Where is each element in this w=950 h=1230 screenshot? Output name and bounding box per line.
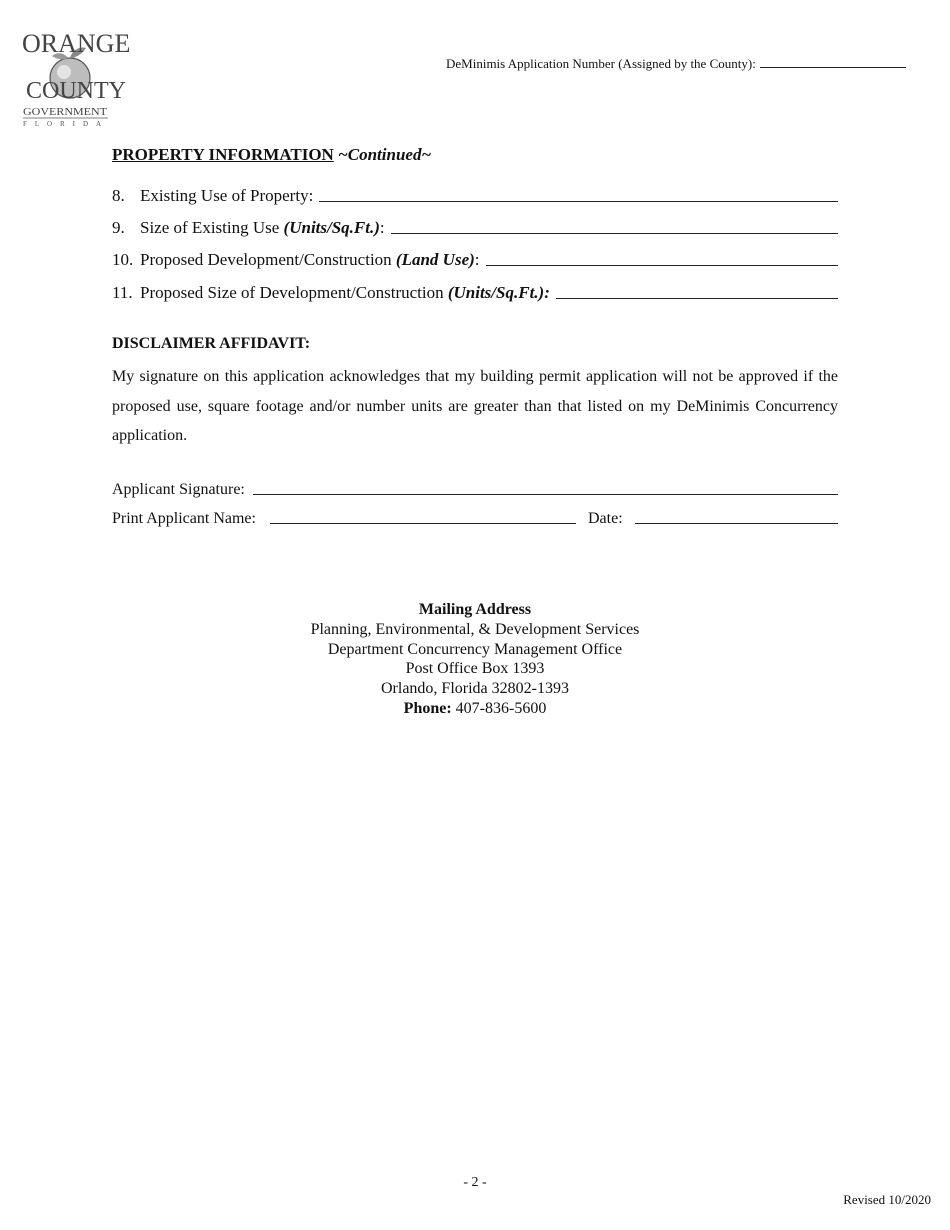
section-continued: ~Continued~ xyxy=(338,145,432,164)
section-title xyxy=(112,145,431,165)
field-proposed-size xyxy=(112,283,838,303)
field-proposed-development xyxy=(112,250,838,270)
mailing-line: Orlando, Florida 32802-1393 xyxy=(381,680,569,698)
logo-text-county: COUNTY xyxy=(26,78,126,104)
field-label: Existing Use of Property: xyxy=(140,186,314,205)
field-number: 10. xyxy=(112,250,134,269)
field-number: 9. xyxy=(112,218,125,237)
size-existing-use-input-line[interactable] xyxy=(391,233,838,234)
mailing-heading: Mailing Address xyxy=(418,601,532,618)
proposed-size-input-line[interactable] xyxy=(556,298,838,299)
section-title-text: PROPERTY INFORMATION xyxy=(112,145,334,164)
logo-text-orange: ORANGE xyxy=(22,29,131,58)
application-number-field xyxy=(446,56,906,72)
logo-text-florida: FLORIDA xyxy=(23,120,107,128)
proposed-development-input-line[interactable] xyxy=(486,265,838,266)
disclaimer-body: My signature on this application acknowledges that my building permit application will not be approved if the proposed use, square footage and/or number units are greater than that listed on my DeMinimis Concurrency application. xyxy=(112,368,838,444)
date-line[interactable] xyxy=(635,523,838,524)
date-label: Date: xyxy=(587,510,623,527)
applicant-name-row xyxy=(112,510,838,528)
applicant-name-label: Print Applicant Name: xyxy=(112,510,256,527)
field-existing-use xyxy=(112,186,838,206)
mailing-line: Post Office Box 1393 xyxy=(405,660,545,678)
mailing-line: Planning, Environmental, & Development Services xyxy=(310,620,640,638)
application-number-label: DeMinimis Application Number (Assigned by the County): xyxy=(446,56,756,71)
logo-text-government: GOVERNMENT xyxy=(23,107,108,118)
page-number: - 2 - xyxy=(463,1175,487,1190)
field-number: 11. xyxy=(112,283,133,302)
existing-use-input-line[interactable] xyxy=(319,201,838,202)
applicant-signature-label: Applicant Signature: xyxy=(112,481,245,498)
mailing-phone: Phone: 407-836-5600 xyxy=(403,699,547,717)
mailing-address xyxy=(0,600,950,719)
application-number-blank[interactable] xyxy=(760,57,906,68)
field-size-existing-use xyxy=(112,218,838,238)
field-number: 8. xyxy=(112,186,125,205)
field-label: Proposed Size of Development/Construction (Units/Sq.Ft.): xyxy=(140,283,550,302)
mailing-line: Department Concurrency Management Office xyxy=(327,640,623,658)
applicant-name-line[interactable] xyxy=(270,523,576,524)
orange-county-logo xyxy=(20,28,131,128)
disclaimer-heading: DISCLAIMER AFFIDAVIT: xyxy=(112,335,311,352)
orange-fruit-icon xyxy=(20,28,131,128)
field-label: Size of Existing Use (Units/Sq.Ft.): xyxy=(140,218,385,237)
field-label: Proposed Development/Construction (Land Use): xyxy=(140,250,480,269)
revised-date: Revised 10/2020 xyxy=(843,1192,931,1207)
applicant-signature-row xyxy=(112,481,838,499)
applicant-signature-line[interactable] xyxy=(253,494,838,495)
